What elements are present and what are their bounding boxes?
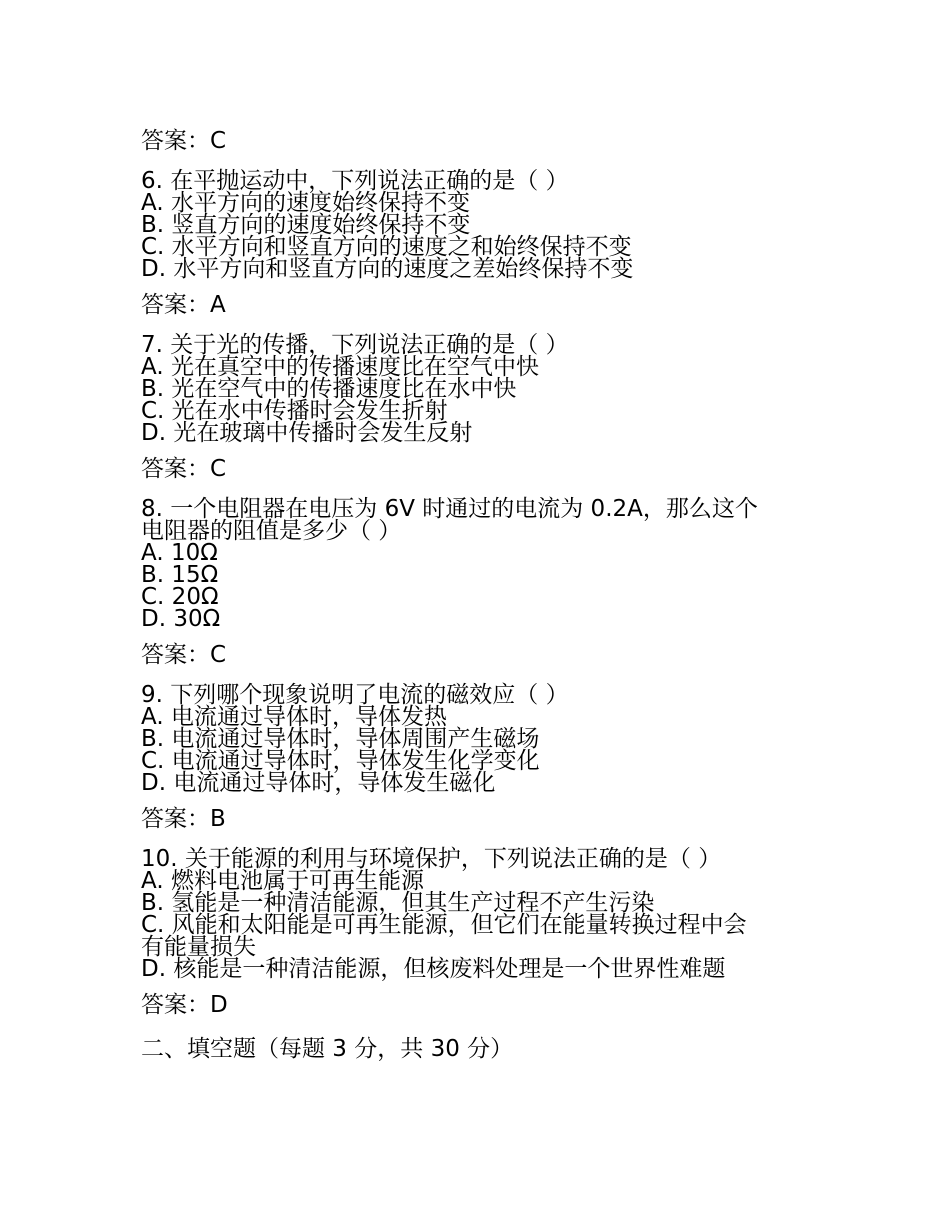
option-a: A. 燃料电池属于可再生能源 [141, 868, 424, 894]
question-stem: 9. 下列哪个现象说明了电流的磁效应（ ） [141, 682, 569, 708]
question-8 [141, 498, 821, 630]
option-a: A. 光在真空中的传播速度比在空气中快 [141, 354, 539, 380]
question-9 [141, 684, 821, 794]
option-a: A. 电流通过导体时，导体发热 [141, 704, 447, 730]
option-d: D. 光在玻璃中传播时会发生反射 [141, 420, 473, 446]
option-d: D. 电流通过导体时，导体发生磁化 [141, 770, 496, 796]
option-b: B. 氢能是一种清洁能源，但其生产过程不产生污染 [141, 890, 655, 916]
option-b: B. 竖直方向的速度始终保持不变 [141, 212, 471, 238]
option-a: A. 水平方向的速度始终保持不变 [141, 190, 470, 216]
answer-q8: 答案：C [141, 642, 227, 668]
answer-q10: 答案：D [141, 992, 228, 1018]
option-c: C. 光在水中传播时会发生折射 [141, 398, 448, 424]
section-title: 二、填空题（每题 3 分，共 30 分） [141, 1036, 514, 1062]
answer-q5: 答案：C [141, 128, 227, 154]
option-b: B. 光在空气中的传播速度比在水中快 [141, 376, 517, 402]
option-c-continued: 有能量损失 [141, 934, 256, 960]
question-stem-line-2: 电阻器的阻值是多少（ ） [141, 518, 402, 544]
answer-q6: 答案：A [141, 292, 226, 318]
exam-page [141, 126, 821, 1064]
question-stem: 7. 关于光的传播，下列说法正确的是（ ） [141, 332, 569, 358]
question-stem: 10. 关于能源的利用与环境保护，下列说法正确的是（ ） [141, 846, 722, 872]
question-stem: 6. 在平抛运动中，下列说法正确的是（ ） [141, 168, 569, 194]
option-b: B. 15Ω [141, 562, 219, 588]
question-7 [141, 334, 821, 444]
option-c: C. 电流通过导体时，导体发生化学变化 [141, 748, 540, 774]
question-6 [141, 170, 821, 280]
option-c: C. 风能和太阳能是可再生能源，但它们在能量转换过程中会 [141, 912, 747, 938]
option-c: C. 20Ω [141, 584, 219, 610]
option-c: C. 水平方向和竖直方向的速度之和始终保持不变 [141, 234, 632, 260]
option-b: B. 电流通过导体时，导体周围产生磁场 [141, 726, 540, 752]
option-a: A. 10Ω [141, 540, 218, 566]
question-stem-line-1: 8. 一个电阻器在电压为 6V 时通过的电流为 0.2A，那么这个 [141, 496, 758, 522]
option-d: D. 水平方向和竖直方向的速度之差始终保持不变 [141, 256, 634, 282]
option-d: D. 核能是一种清洁能源，但核废料处理是一个世界性难题 [141, 956, 726, 982]
question-10 [141, 848, 821, 980]
answer-q9: 答案：B [141, 806, 226, 832]
option-d: D. 30Ω [141, 606, 221, 632]
answer-q7: 答案：C [141, 456, 227, 482]
